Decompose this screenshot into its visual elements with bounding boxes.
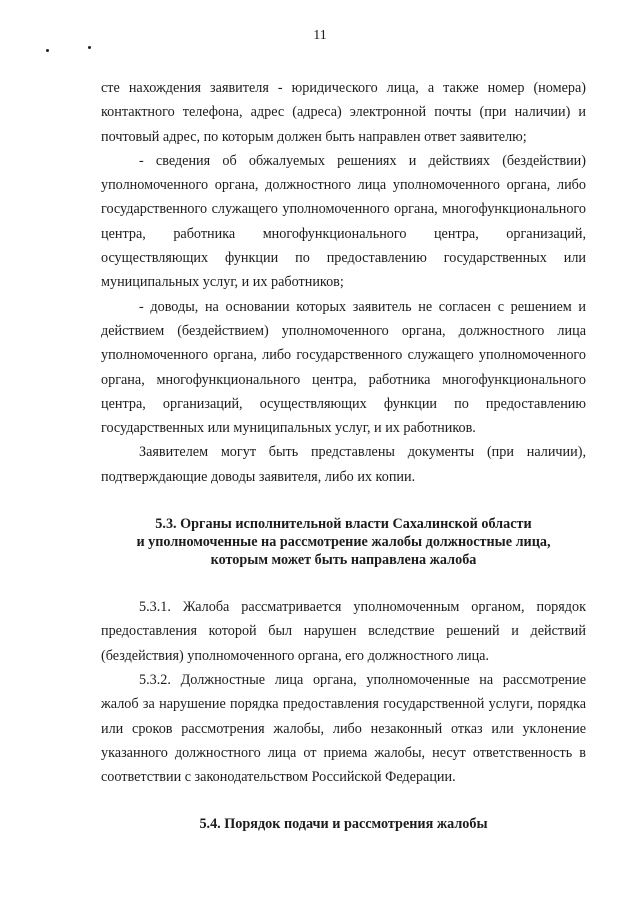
section-heading-5-3 xyxy=(101,515,586,569)
paragraph-arguments: - доводы, на основании которых заявитель не согласен с решением и действием (бездействием) уполномоченного органа, должностного лица уполномоченного органа, либо государственного служащего уполномоченного органа, многофункционального центра, работника многофункционального центра, организаций, осуществляющих функции по предоставлению государственных или муниципальных услуг, и их работников. xyxy=(101,298,586,437)
heading-line: которым может быть направлена жалоба xyxy=(210,552,477,569)
heading-line: 5.3. Органы исполнительной власти Сахалинской области xyxy=(155,516,532,533)
scan-mark xyxy=(88,46,91,49)
paragraph-supporting-documents: Заявителем могут быть представлены документы (при наличии), подтверждающие доводы заявителя, либо их копии. xyxy=(101,444,586,485)
heading-line: и уполномоченные на рассмотрение жалобы должностные лица, xyxy=(136,534,551,551)
paragraph-5-3-1: 5.3.1. Жалоба рассматривается уполномоченным органом, порядок предоставления которой был нарушен вследствие решений и действий (бездействия) уполномоченного органа, его должностного лица. xyxy=(101,599,586,664)
document-body xyxy=(101,76,586,833)
section-heading-5-4: 5.4. Порядок подачи и рассмотрения жалобы xyxy=(199,816,488,833)
page-number: 11 xyxy=(313,28,327,43)
paragraph-5-3-2: 5.3.2. Должностные лица органа, уполномоченные на рассмотрение жалоб за нарушение порядка предоставления государственной услуги, порядка или сроков рассмотрения жалобы, либо незаконный отказ или уклонение указанного должностного лица от приема жалобы, несут ответственность в соответствии с законодательством Российской Федерации. xyxy=(101,671,586,786)
scan-mark xyxy=(46,49,49,52)
paragraph-address-continuation: сте нахождения заявителя - юридического лица, а также номер (номера) контактного телефона, адрес (адреса) электронной почты (при наличии) и почтовый адрес, по которым должен быть направлен ответ заявителю; xyxy=(101,80,586,145)
paragraph-appealed-decisions: - сведения об обжалуемых решениях и действиях (бездействии) уполномоченного органа, должностного лица уполномоченного органа, либо государственного служащего уполномоченного органа, многофункционального центра, работника многофункционального центра, организаций, осуществляющих функции по предоставлению государственных или муниципальных услуг, и их работников; xyxy=(101,152,586,291)
